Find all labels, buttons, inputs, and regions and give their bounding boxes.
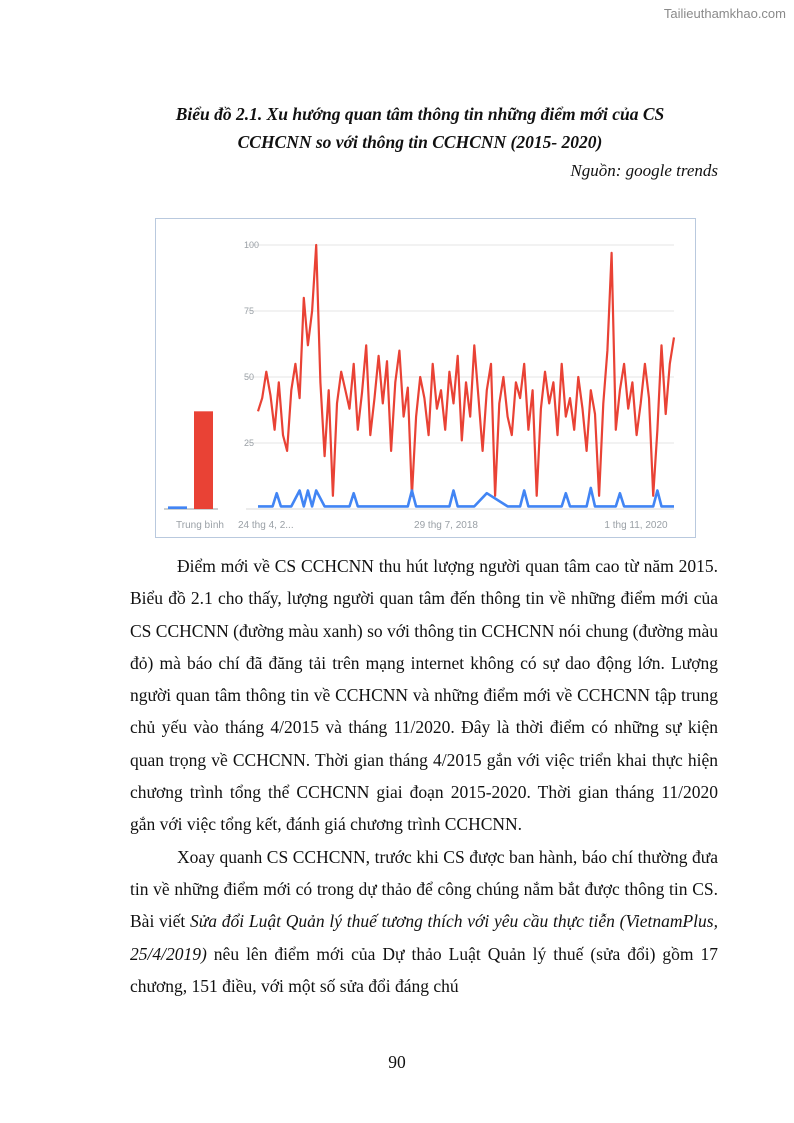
average-bar (194, 411, 213, 509)
watermark: Tailieuthamkhao.com (663, 6, 786, 21)
y-tick-label: 75 (244, 306, 255, 316)
figure-caption (110, 100, 730, 156)
paragraph-2-text-b: nêu lên điểm mới của Dự thảo Luật Quản lý thuế (sửa đổi) gồm 17 chương, 151 điều, với một số sửa đổi đáng chú (130, 943, 718, 996)
y-tick-label: 100 (244, 240, 260, 250)
body-text (130, 550, 718, 1002)
series-line (258, 488, 674, 507)
paragraph-1 (130, 550, 718, 841)
y-tick-label: 50 (244, 372, 255, 382)
caption-line-1: Biểu đồ 2.1. Xu hướng quan tâm thông tin những điểm mới của CS (175, 104, 665, 124)
paragraph-2 (130, 841, 718, 1002)
average-bar (168, 506, 187, 509)
average-bar-label: Trung bình (176, 520, 224, 531)
page-number: 90 (388, 1052, 406, 1072)
chart-canvas (156, 219, 695, 537)
x-tick-label: 24 thg 4, 2... (238, 520, 294, 531)
caption-line-2: CCHCNN so với thông tin CCHCNN (2015- 2020) (237, 132, 603, 152)
figure-source: Nguồn: google trends (570, 161, 718, 180)
article-title: Sửa đổi Luật Quản lý thuế tương thích với yêu cầu thực tiễn (VietnamPlus, 25/4/2019) (130, 911, 718, 964)
paragraph-1-text: Điểm mới về CS CCHCNN thu hút lượng người quan tâm cao từ năm 2015. Biểu đồ 2.1 cho thấy, lượng người quan tâm đến thông tin về những điểm mới của CS CCHCNN (đường màu xanh) so với thông tin CCHCNN nói chung (đường màu đỏ) mà báo chí đã đăng tải trên mạng internet không có sự dao động lớn. Lượng người quan tâm thông tin về CCHCNN và những điểm mới về CCHCNN tập trung chủ yếu vào tháng 4/2015 và tháng 11/2020. Đây là thời điểm có những sự kiện quan trọng về CCHCNN. Thời gian tháng 4/2015 gắn với việc triển khai thực hiện chương trình tổng thể CCHCNN giai đoạn 2015-2020. Thời gian tháng 11/2020 gắn với việc tổng kết, đánh giá chương trình CCHCNN. (130, 556, 718, 835)
series-line (258, 245, 674, 496)
x-tick-label: 29 thg 7, 2018 (414, 520, 478, 531)
x-tick-label: 1 thg 11, 2020 (604, 520, 668, 531)
paragraph-2-text-a: Xoay quanh CS CCHCNN, trước khi CS được ban hành, báo chí thường đưa tin về những điểm mới có trong dự thảo để công chúng nắm bắt được thông tin CS. Bài viết (130, 846, 718, 932)
y-tick-label: 25 (244, 438, 255, 448)
trend-chart (155, 218, 696, 538)
